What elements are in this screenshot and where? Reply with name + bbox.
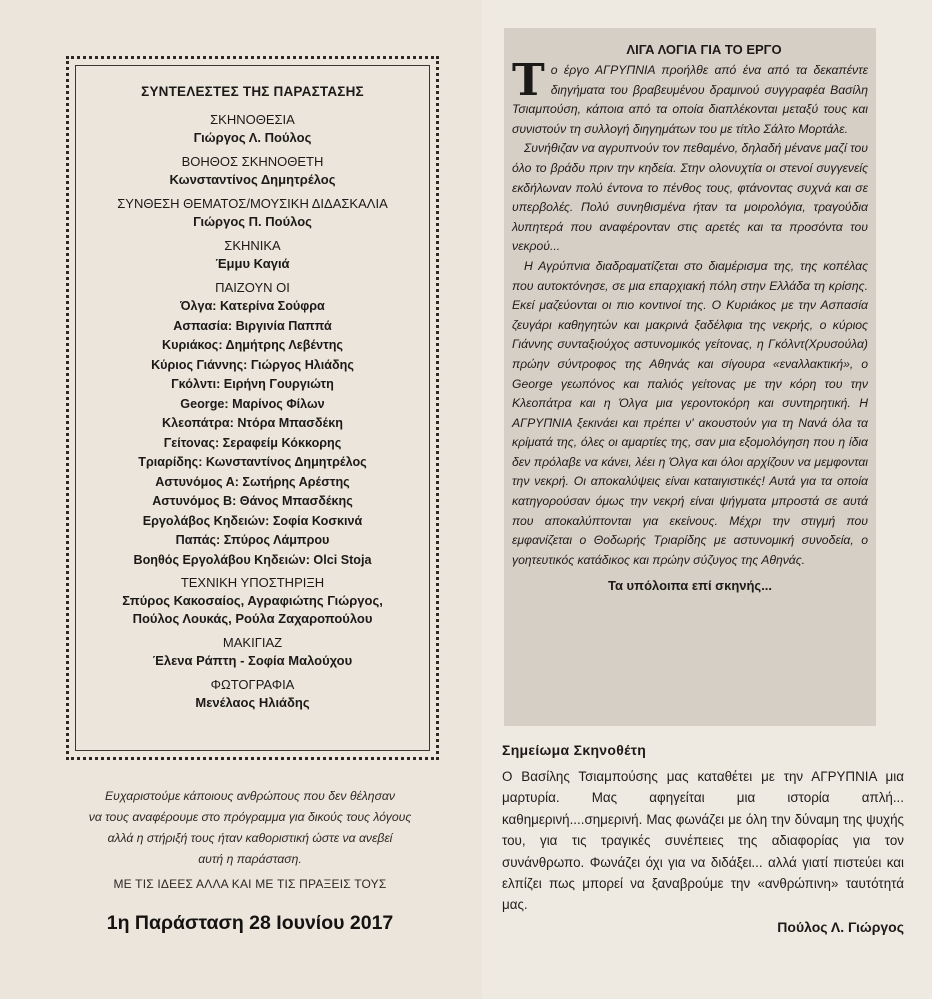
photo-heading: ΦΩΤΟΓΡΑΦΙΑ bbox=[210, 677, 295, 692]
about-paragraph-1-text: ο έργο ΑΓΡΥΠΝΙΑ προήλθε από ένα από τα δεκαπέντε διηγήματα του βραβευμένου δραμινού συγγραφέα Βασίλη Τσιαμπούση, κάποια από τα οποία διαπλέκονται μεταξύ τους και συνιστούν τη συλλογή διηγημάτων του με τίτλο Σάλτο Μορτάλε. bbox=[512, 63, 868, 136]
section-heading: ΣΚΗΝΙΚΑ bbox=[224, 238, 281, 253]
section-heading: ΣΚΗΝΟΘΕΣΙΑ bbox=[210, 112, 295, 127]
director-note-title: Σημείωμα Σκηνοθέτη bbox=[502, 742, 647, 758]
cast-member: Αστυνόμος Α: Σωτήρης Αρέστης bbox=[155, 474, 350, 489]
credit-section-tech bbox=[76, 574, 429, 628]
makeup-name: Έλενα Ράπτη - Σοφία Μαλούχου bbox=[152, 653, 353, 668]
thanks-note bbox=[40, 786, 460, 895]
cast-member: Αστυνόμος Β: Θάνος Μπασδέκης bbox=[152, 494, 353, 508]
cast-member: Κλεοπάτρα: Ντόρα Μπασδέκη bbox=[162, 416, 343, 430]
cast-member: Εργολάβος Κηδειών: Σοφία Κοσκινά bbox=[142, 513, 363, 528]
cast-member: Παπάς: Σπύρος Λάμπρου bbox=[175, 533, 330, 547]
cast-heading: ΠΑΙΖΟΥΝ ΟΙ bbox=[215, 280, 290, 295]
cast-member: Κυριάκος: Δημήτρης Λεβέντης bbox=[162, 338, 343, 352]
about-title: ΛΙΓΑ ΛΟΓΙΑ ΓΙΑ ΤΟ ΕΡΓΟ bbox=[626, 42, 782, 57]
credit-section-music bbox=[76, 195, 429, 231]
thanks-line: αυτή η παράσταση. bbox=[198, 852, 302, 866]
section-name: Κωνσταντίνος Δημητρέλος bbox=[169, 172, 336, 187]
about-closing: Τα υπόλοιπα επί σκηνής... bbox=[607, 578, 773, 594]
thanks-line: Ευχαριστούμε κάποιους ανθρώπους που δεν θέλησαν bbox=[105, 789, 395, 803]
section-name: Γιώργος Λ. Πούλος bbox=[193, 130, 312, 145]
credits-panel bbox=[75, 65, 430, 751]
credit-section-makeup bbox=[76, 634, 429, 670]
photo-name: Μενέλαος Ηλιάδης bbox=[195, 695, 310, 710]
credit-section-direction bbox=[76, 111, 429, 147]
tech-names-line2: Πούλος Λουκάς, Ρούλα Ζαχαροπούλου bbox=[132, 611, 373, 626]
section-heading: ΒΟΗΘΟΣ ΣΚΗΝΟΘΕΤΗ bbox=[181, 154, 324, 169]
cast-member: Βοηθός Εργολάβου Κηδειών: Olci Stoja bbox=[133, 552, 372, 567]
drop-cap: Τ bbox=[512, 55, 545, 106]
cast-member: Όλγα: Κατερίνα Σούφρα bbox=[180, 299, 325, 313]
cast-member: Ασπασία: Βιργινία Παππά bbox=[173, 318, 332, 333]
director-signature: Πούλος Λ. Γιώργος bbox=[777, 919, 904, 935]
credit-section-assistant bbox=[76, 153, 429, 189]
credit-section-photo bbox=[76, 676, 429, 712]
cast-member: Γκόλντι: Ειρήνη Γουργιώτη bbox=[171, 377, 334, 391]
cast-member: Τριαρίδης: Κωνσταντίνος Δημητρέλος bbox=[138, 455, 367, 469]
cast-member: Γείτονας: Σεραφείμ Κόκκορης bbox=[163, 435, 342, 450]
cast-member: George: Μαρίνος Φίλων bbox=[180, 396, 325, 411]
about-panel bbox=[504, 28, 876, 726]
cast-member: Κύριος Γιάννης: Γιώργος Ηλιάδης bbox=[151, 357, 354, 372]
credit-section-cast bbox=[76, 279, 429, 570]
credits-title: ΣΥΝΤΕΛΕΣΤΕΣ ΤΗΣ ΠΑΡΑΣΤΑΣΗΣ bbox=[141, 84, 364, 99]
credit-section-sets bbox=[76, 237, 429, 273]
credits-frame bbox=[66, 56, 439, 760]
tech-names-line1: Σπύρος Κακοσαίος, Αγραφιώτης Γιώργος, bbox=[122, 593, 383, 608]
section-name: Έμμυ Καγιά bbox=[215, 256, 290, 271]
premiere-date: 1η Παράσταση 28 Ιουνίου 2017 bbox=[106, 912, 394, 934]
section-name: Γιώργος Π. Πούλος bbox=[193, 214, 312, 229]
thanks-line: να τους αναφέρουμε στο πρόγραμμα για δικούς τους λόγους bbox=[88, 810, 412, 824]
tech-heading: ΤΕΧΝΙΚΗ ΥΠΟΣΤΗΡΙΞΗ bbox=[180, 575, 325, 590]
about-paragraph-3: Η Αγρύπνια διαδραματίζεται στο διαμέρισμα της, της κοπέλας που αυτοκτόνησε, σε μια επαρχιακή πόλη στην Ελλάδα τη κρίσης. Εκεί μαζεύονται οι πιο κοντινοί της. Ο Κυριάκος με την Ασπασία ζευγάρι καθηγητών και μακρινά ξαδέλφια της νεκρής, ο κύριος Γιάννης συνταξιούχος αστυνομικός γείτονας, η Γκόλντ(Χρυσούλα) πρώην σύντροφος της Αθηνάς και σίγουρα «εναλλακτική», ο George γεωπόνος και παλιός γείτονας με την κόρη του την Κλεοπάτρα και η Όλγα μια γεροντοκόρη και συντηρητική. Η ΑΓΡΥΠΝΙΑ ξεκινάει και πρέπει ν' ακουστούν για τη Νανά όλα τα κρίματά της, όλες οι αμαρτίες της, σαν μια εξομολόγηση που η ίδια δεν πρόλαβε να κάνει, λέει η Όλγα και όλοι αρχίζουν να μεμφονται την νεκρή. Οι αποκαλύψεις είναι καταιγιστικές! Αυτά για τα οποία κατηγορούσαν όμως την νεκρή είναι ψήγματα μπροστά σε αυτά που αποκαλύπτονται για εκείνους. Μέχρι την στιγμή που εμφανίζεται ο Θοδωρής Τριαρίδης με αστυνομική συνοδεία, ο γοητευτικός κατάδικος και πρώην σύζυγος της Αθηνάς. bbox=[512, 258, 868, 567]
director-note-body: Ο Βασίλης Τσιαμπούσης μας καταθέτει με την ΑΓΡΥΠΝΙΑ μια μαρτυρία. Μας αφηγείται μια ιστορία απλή... καθημερινή....σημερινή. Μας φωνάζει με όλη την δύναμη της ψυχής του, για τις τραγικές συνέπειες της αδιαφορίας για τον συνάνθρωπο. Φωνάζει όχι για να διδάξει... αλλά γιατί πιστεύει και ελπίζει πως μπορεί να ξαναβρούμε την «ανθρώπινη» ταυτότητά μας. bbox=[502, 769, 904, 913]
cast-list bbox=[76, 297, 429, 570]
makeup-heading: ΜΑΚΙΓΙΑΖ bbox=[222, 635, 283, 650]
about-paragraph-1 bbox=[512, 55, 868, 139]
about-paragraph-2: Συνήθιζαν να αγρυπνούν τον πεθαμένο, δηλαδή μένανε μαζί του όλο το βράδυ πριν την κηδεία. Στην ολονυχτία οι στενοί συγγενείς εκδήλωναν πολύ έντονα το πένθος τους, φτάνοντας συχνά και σε υπερβολές. Πολύ συνηθισμένα ήταν τα μοιρολόγια, τραγούδια λυπητερά που αναφέρονταν στις αρετές και τα προσόντα του νεκρού... bbox=[512, 141, 868, 254]
thanks-line: αλλά η στήριξή τους ήταν καθοριστική ώστε να ανεβεί bbox=[107, 831, 393, 845]
thanks-motto: ΜΕ ΤΙΣ ΙΔΕΕΣ ΑΛΛΑ ΚΑΙ ΜΕ ΤΙΣ ΠΡΑΞΕΙΣ ΤΟΥΣ bbox=[113, 877, 387, 891]
section-heading: ΣΥΝΘΕΣΗ ΘΕΜΑΤΟΣ/ΜΟΥΣΙΚΗ ΔΙΔΑΣΚΑΛΙΑ bbox=[117, 196, 388, 211]
